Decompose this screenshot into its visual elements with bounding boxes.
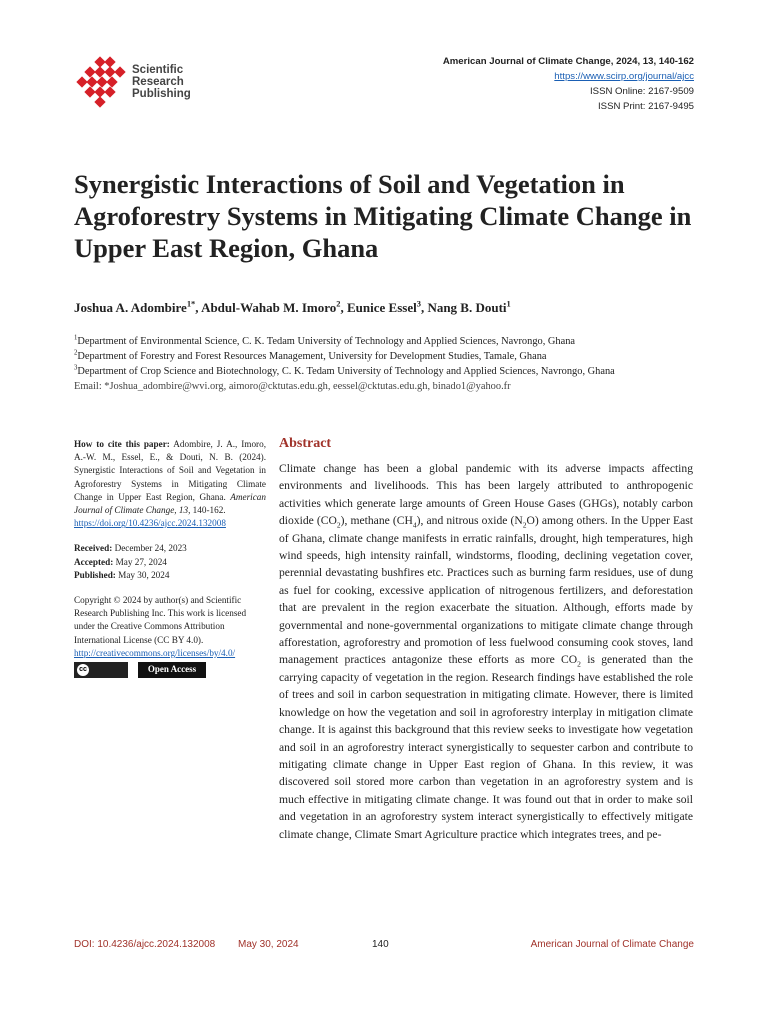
abstract-segment: is generated than the carrying capacity of vegetation in the region. Research findings have established the role of trees and soil in carbon sequestration in mitigating climate. However, there is limited knowledge on how the vegetation and soil in agroforestry interplay in mitigation climate change. It is against this background that this review seeks to investigate how vegetation and soil in an agroforestry interact synergistically to sequester carbon and contribute to mitigating climate change in Upper East region of Ghana. In this review, it was discovered soil stored more carbon than vegetation in an agroforestry system and is much effective in mitigating climate change. It was found out that in order to make soil and vegetation in an agroforestry system interact synergistically to effectively mitigate climate change, Climate Smart Agriculture practice which integrates trees, and pe- — [279, 653, 693, 841]
subscript: 4 — [412, 520, 417, 530]
publisher-name-line: Research — [132, 76, 184, 88]
scirp-diamond-logo-icon — [76, 56, 130, 108]
cite-pages: 140-162. — [192, 505, 226, 516]
cite-label: How to cite this paper: — [74, 439, 170, 449]
abstract-segment: ), and nitrous oxide (N — [416, 514, 523, 528]
issn-online: ISSN Online: 2167-9509 — [590, 86, 694, 97]
open-access-badge[interactable]: Open Access — [138, 662, 206, 678]
affiliation — [74, 334, 615, 349]
license-badges — [74, 662, 266, 678]
author-affil-mark: 1 — [506, 298, 511, 309]
abstract-segment: ), methane (CH — [340, 514, 413, 528]
abstract-text — [279, 460, 693, 843]
page-number: 140 — [372, 939, 389, 950]
email-line: Email: *Joshua_adombire@wvi.org, aimoro@cktutas.edu.gh, eessel@cktutas.edu.gh, binado1@yahoo.fr — [74, 381, 511, 392]
publisher-name-line: Scientific — [132, 64, 184, 76]
author-name: Joshua A. Adombire — [74, 300, 187, 315]
license-link[interactable]: http://creativecommons.org/licenses/by/4.0/ — [74, 647, 236, 658]
cite-journal: American Journal of Climate Change, 13, — [74, 491, 266, 516]
author-name: Abdul-Wahab M. Imoro — [201, 300, 337, 315]
copyright-notice — [74, 594, 266, 678]
affiliation-number: 3 — [74, 364, 78, 372]
publisher-name-line: Publishing — [132, 88, 191, 100]
subscript: 2 — [336, 520, 341, 530]
journal-header — [443, 54, 694, 114]
author-list: Joshua A. Adombire$^{1*}$, Abdul-Wahab M. Imoro$^2$, Eunice Essel$^3$, Nang B. Douti$^1$ — [74, 298, 511, 315]
article-sidebar — [74, 438, 266, 690]
issn-print: ISSN Print: 2167-9495 — [598, 101, 694, 112]
author-affil-mark: 2 — [336, 298, 341, 309]
article-dates — [74, 542, 266, 582]
author-name: Nang B. Douti — [427, 300, 507, 315]
affiliation — [74, 349, 615, 364]
publisher-name — [132, 64, 191, 100]
abstract-segment: O) among others. In the Upper East of Ghana, climate change manifests in erratic rainfalls, drought, high temperatures, high wind speeds, high intensity rainfall, windstorms, flooding, declining vegetation cover, perennial devastating bushfires etc. Practices such as burning farm residues, use of dung as fuel for cooking, excessive application of nitrogenous fertilizers, and deforestation that are prevalent in the region exacerbate the situation. Although, efforts made by governmental and none-governmental organizations to mitigate climate change through afforestation, agroforestry and promotion of less fuelwood consuming cook stoves, land management practices antagonize these efforts as more CO — [279, 514, 694, 667]
cc-by-badge[interactable] — [74, 662, 128, 678]
affiliation-text: Department of Crop Science and Biotechnology, C. K. Tedam University of Technology and Applied Sciences, Navrongo, Ghana — [77, 366, 615, 377]
abstract-heading: Abstract — [279, 436, 332, 451]
received-date: December 24, 2023 — [114, 543, 187, 554]
publisher-logo — [76, 56, 216, 108]
affiliation-number: 1 — [74, 334, 78, 342]
paper-title: Synergistic Interactions of Soil and Vegetation in Agroforestry Systems in Mitigating Climate Change in Upper East Region, Ghana — [74, 169, 692, 263]
journal-citation: American Journal of Climate Change, 2024, 13, 140-162 — [442, 56, 694, 67]
abstract-segment: Climate change has been a global pandemic with its adverse impacts affecting environments and livelihoods. This has been largely attributed to anthropogenic activities which generate large amounts of Green House Gases (GHGs), notably carbon dioxide (CO — [279, 462, 693, 528]
published-date: May 30, 2024 — [118, 569, 170, 580]
how-to-cite — [74, 438, 266, 530]
subscript: 2 — [577, 659, 581, 669]
journal-url-link[interactable]: https://www.scirp.org/journal/ajcc — [554, 71, 694, 82]
affiliation-text: Department of Forestry and Forest Resources Management, University for Development Studies, Tamale, Ghana — [77, 351, 547, 362]
author-affil-mark: 3 — [416, 298, 421, 309]
footer-doi: DOI: 10.4236/ajcc.2024.132008 — [74, 939, 216, 950]
affiliation-number: 2 — [74, 349, 78, 357]
accepted-date: May 27, 2024 — [115, 556, 167, 567]
footer-journal: American Journal of Climate Change — [530, 939, 694, 950]
affiliations — [74, 334, 615, 394]
subscript: 2 — [522, 520, 527, 530]
accepted-label: Accepted: — [74, 556, 114, 567]
creative-commons-icon: cc — [77, 664, 89, 676]
author-name: Eunice Essel — [347, 300, 417, 315]
affiliation-text: Department of Environmental Science, C. K. Tedam University of Technology and Applied Sciences, Navrongo, Ghana — [77, 336, 576, 347]
footer-date: May 30, 2024 — [238, 939, 299, 950]
affiliation — [74, 364, 615, 379]
received-label: Received: — [74, 543, 113, 554]
author-affil-mark: 1* — [186, 298, 196, 309]
cite-text: Adombire, J. A., Imoro, A.-W. M., Essel, E., & Douti, N. B. (2024). Synergistic Interactions of Soil and Vegetation in Agroforestry Systems in Mitigating Climate Change in Upper East Region, Ghana. — [74, 439, 266, 502]
published-label: Published: — [74, 569, 116, 580]
doi-link[interactable]: https://doi.org/10.4236/ajcc.2024.132008 — [74, 518, 226, 529]
copyright-text: Copyright © 2024 by author(s) and Scientific Research Publishing Inc. This work is licensed under the Creative Commons Attribution International License (CC BY 4.0). — [74, 595, 247, 645]
